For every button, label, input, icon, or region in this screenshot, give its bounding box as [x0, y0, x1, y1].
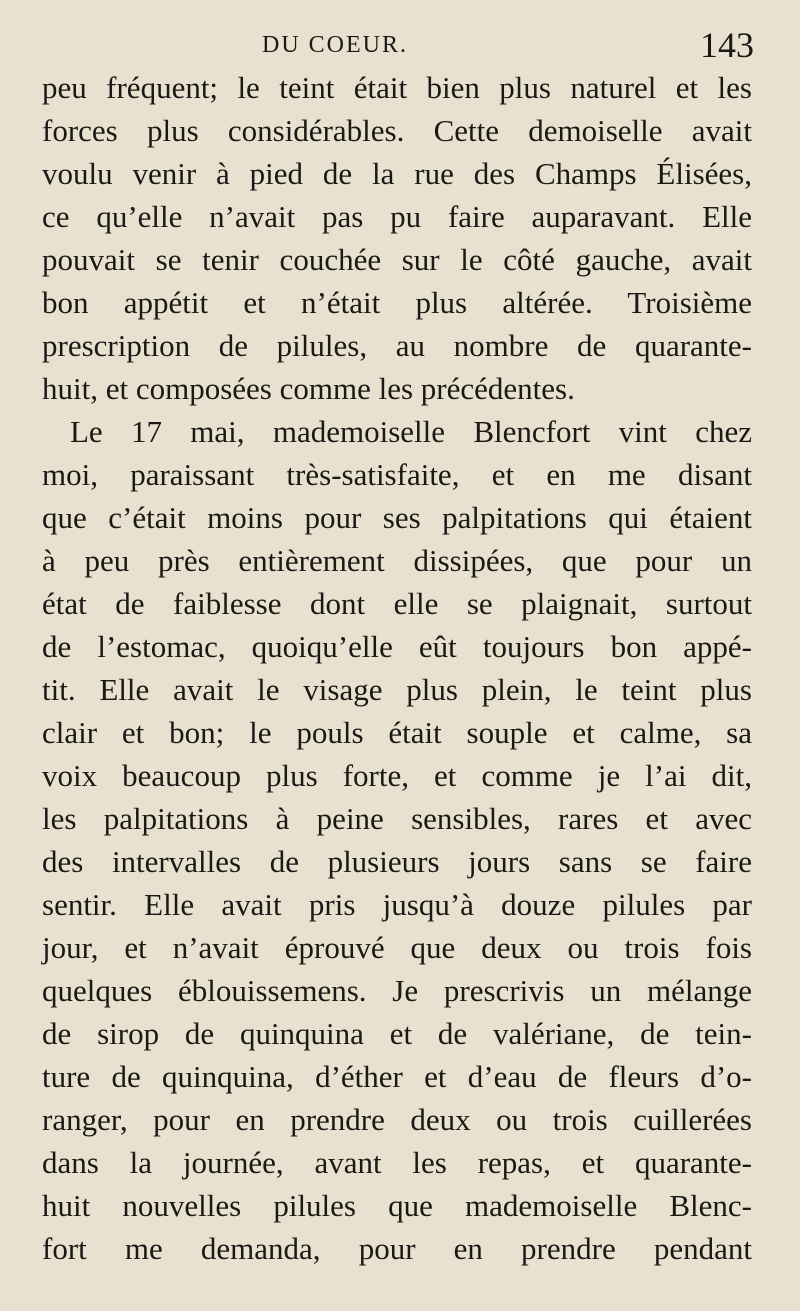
text-line: dans la journée, avant les repas, et quarante-	[42, 1145, 752, 1180]
text-line: de l’estomac, quoiqu’elle eût toujours bon appé-	[42, 629, 752, 664]
running-head	[0, 20, 800, 65]
text-line: huit, et composées comme les précédentes.	[42, 371, 575, 406]
text-line: forces plus considérables. Cette demoiselle avait	[42, 113, 752, 148]
text-line: les palpitations à peine sensibles, rares et avec	[42, 801, 752, 836]
text-line: fort me demanda, pour en prendre pendant	[42, 1231, 752, 1266]
text-line: tit. Elle avait le visage plus plein, le teint plus	[42, 672, 752, 707]
text-line: des intervalles de plusieurs jours sans se faire	[42, 844, 752, 879]
text-line: ranger, pour en prendre deux ou trois cuillerées	[42, 1102, 752, 1137]
text-line: ture de quinquina, d’éther et d’eau de fleurs d’o-	[42, 1059, 752, 1094]
text-line: que c’était moins pour ses palpitations qui étaient	[42, 500, 752, 535]
text-line: bon appétit et n’était plus altérée. Troisième	[42, 285, 752, 320]
text-line: moi, paraissant très-satisfaite, et en me disant	[42, 457, 752, 492]
text-line: état de faiblesse dont elle se plaignait, surtout	[42, 586, 752, 621]
text-line: peu fréquent; le teint était bien plus naturel et les	[42, 70, 752, 105]
text-line: voulu venir à pied de la rue des Champs Élisées,	[42, 156, 752, 191]
text-line: de sirop de quinquina et de valériane, de tein-	[42, 1016, 752, 1051]
text-line: pouvait se tenir couchée sur le côté gauche, avait	[42, 242, 752, 277]
page-number: 143	[700, 25, 754, 65]
text-line: huit nouvelles pilules que mademoiselle Blenc-	[42, 1188, 752, 1223]
text-line: voix beaucoup plus forte, et comme je l’ai dit,	[42, 758, 752, 793]
text-line: quelques éblouissemens. Je prescrivis un mélange	[42, 973, 752, 1008]
text-line: Le 17 mai, mademoiselle Blencfort vint chez	[70, 414, 752, 449]
text-line: à peu près entièrement dissipées, que pour un	[42, 543, 752, 578]
text-line: prescription de pilules, au nombre de quarante-	[42, 328, 752, 363]
text-line: clair et bon; le pouls était souple et calme, sa	[42, 715, 752, 750]
text-line: sentir. Elle avait pris jusqu’à douze pilules par	[42, 887, 752, 922]
running-head-title: DU COEUR.	[262, 32, 409, 58]
text-line: ce qu’elle n’avait pas pu faire auparavant. Elle	[42, 199, 752, 234]
text-line: jour, et n’avait éprouvé que deux ou trois fois	[42, 930, 752, 965]
